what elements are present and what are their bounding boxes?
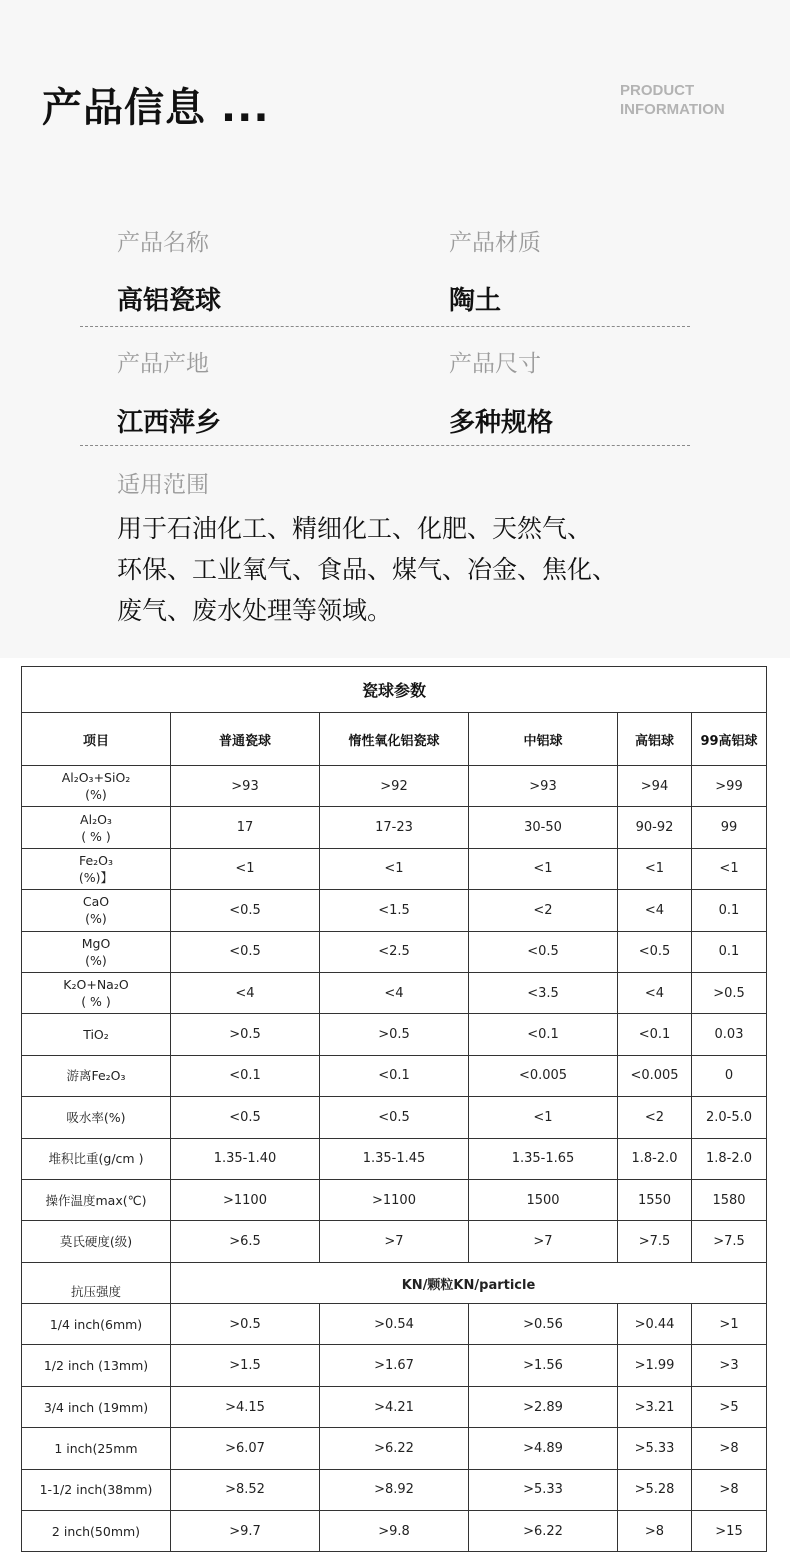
table-cell: <1 — [692, 848, 767, 889]
table-cell: 1.8-2.0 — [618, 1138, 692, 1179]
table-cell: <4 — [618, 972, 692, 1013]
product-name-value: 高铝瓷球 — [117, 286, 222, 316]
strength-header-row — [22, 1262, 767, 1303]
ceramic-ball-parameter-table — [21, 666, 767, 1552]
row-label-line: TiO₂ — [83, 1027, 109, 1043]
row-label-line: Al₂O₃ — [80, 811, 112, 827]
table-row — [22, 931, 767, 972]
row-label: 2 inch(50mm) — [22, 1511, 171, 1552]
column-header: 99高铝球 — [692, 713, 767, 766]
table-cell: >2.89 — [469, 1386, 618, 1427]
table-row — [22, 890, 767, 931]
table-cell: 1.35-1.40 — [171, 1138, 320, 1179]
row-label: 1-1/2 inch(38mm) — [22, 1469, 171, 1510]
usage-text — [117, 508, 677, 631]
table-cell: >3 — [692, 1345, 767, 1386]
row-label — [22, 1097, 171, 1138]
table-cell: 1580 — [692, 1179, 767, 1220]
table-row — [22, 1055, 767, 1096]
table-cell: >1.99 — [618, 1345, 692, 1386]
table-cell: <0.5 — [320, 1097, 469, 1138]
table-cell: <0.5 — [171, 1097, 320, 1138]
strength-row — [22, 1469, 767, 1510]
table-cell: >0.54 — [320, 1304, 469, 1345]
product-material-value: 陶土 — [449, 286, 502, 316]
table-cell: 1.35-1.45 — [320, 1138, 469, 1179]
table-caption: 瓷球参数 — [22, 667, 767, 713]
table-cell: >6.5 — [171, 1221, 320, 1262]
table-cell: <1 — [618, 848, 692, 889]
row-label — [22, 972, 171, 1013]
table-cell: >4.89 — [469, 1428, 618, 1469]
row-label-line: Al₂O₃+SiO₂ — [61, 770, 131, 786]
table-cell: >5.28 — [618, 1469, 692, 1510]
table-cell: 0 — [692, 1055, 767, 1096]
column-header: 项目 — [22, 713, 171, 766]
table-cell: <0.005 — [469, 1055, 618, 1096]
table-cell: <0.5 — [469, 931, 618, 972]
product-name-label: 产品名称 — [117, 230, 209, 256]
table-cell: >99 — [692, 766, 767, 807]
column-header: 普通瓷球 — [171, 713, 320, 766]
table-row — [22, 1014, 767, 1055]
row-label — [22, 766, 171, 807]
table-cell: >8 — [692, 1469, 767, 1510]
table-cell: >8.52 — [171, 1469, 320, 1510]
row-label — [22, 848, 171, 889]
table-row — [22, 1221, 767, 1262]
table-cell: <2.5 — [320, 931, 469, 972]
table-cell: <1 — [320, 848, 469, 889]
strength-unit: KN/颗粒KN/particle — [171, 1262, 767, 1303]
table-cell: >1 — [692, 1304, 767, 1345]
table-cell: 1.8-2.0 — [692, 1138, 767, 1179]
product-size-label: 产品尺寸 — [449, 351, 541, 377]
table-cell: <0.1 — [320, 1055, 469, 1096]
product-origin-value: 江西萍乡 — [117, 408, 222, 438]
row-label — [22, 1138, 171, 1179]
table-cell: <0.1 — [618, 1014, 692, 1055]
table-cell: <0.1 — [469, 1014, 618, 1055]
table-cell: >15 — [692, 1511, 767, 1552]
row-label-line: 游离Fe₂O₃ — [66, 1068, 126, 1084]
table-cell: <0.1 — [171, 1055, 320, 1096]
table-cell: >4.21 — [320, 1386, 469, 1427]
table-cell: <4 — [320, 972, 469, 1013]
table-row — [22, 766, 767, 807]
table-cell: <1 — [469, 848, 618, 889]
table-row — [22, 1097, 767, 1138]
table-cell: >0.5 — [171, 1014, 320, 1055]
divider — [80, 326, 690, 327]
table-cell: 0.03 — [692, 1014, 767, 1055]
table-cell: >0.5 — [320, 1014, 469, 1055]
table-cell: >1100 — [171, 1179, 320, 1220]
row-label-line: CaO — [82, 894, 110, 910]
table-cell: >0.56 — [469, 1304, 618, 1345]
row-label-line: K₂O+Na₂O — [63, 977, 129, 993]
table-cell: 30-50 — [469, 807, 618, 848]
table-cell: >7.5 — [618, 1221, 692, 1262]
table-cell: 1550 — [618, 1179, 692, 1220]
column-header: 高铝球 — [618, 713, 692, 766]
row-label — [22, 807, 171, 848]
table-cell: >8 — [618, 1511, 692, 1552]
table-row — [22, 807, 767, 848]
table-row — [22, 848, 767, 889]
page-title: 产品信息 ... — [42, 85, 270, 131]
table-cell: <1.5 — [320, 890, 469, 931]
table-cell: 99 — [692, 807, 767, 848]
table-cell: >6.07 — [171, 1428, 320, 1469]
table-cell: >9.7 — [171, 1511, 320, 1552]
table-cell: >5 — [692, 1386, 767, 1427]
english-title-line-1: PRODUCT — [620, 82, 695, 99]
usage-line: 废气、废水处理等领域。 — [117, 596, 393, 625]
table-cell: <1 — [469, 1097, 618, 1138]
table-cell: >8 — [692, 1428, 767, 1469]
row-label-line: (%) — [85, 952, 107, 968]
english-title-line-2: INFORMATION — [620, 101, 725, 118]
table-cell: >1.56 — [469, 1345, 618, 1386]
row-label — [22, 890, 171, 931]
english-title — [620, 81, 725, 119]
row-label: 3/4 inch (19mm) — [22, 1386, 171, 1427]
strength-row — [22, 1428, 767, 1469]
table-cell: <0.005 — [618, 1055, 692, 1096]
row-label-line: (%) — [85, 911, 107, 927]
table-cell: >1.67 — [320, 1345, 469, 1386]
table-cell: >93 — [469, 766, 618, 807]
row-label-line: ( % ) — [81, 994, 111, 1010]
table-header-row — [22, 713, 767, 766]
table-cell: <0.5 — [618, 931, 692, 972]
table-cell: >4.15 — [171, 1386, 320, 1427]
table-cell: <1 — [171, 848, 320, 889]
table-cell: 0.1 — [692, 890, 767, 931]
table-cell: <4 — [171, 972, 320, 1013]
table-caption-row — [22, 667, 767, 713]
table-cell: 17-23 — [320, 807, 469, 848]
table-cell: <2 — [469, 890, 618, 931]
strength-row — [22, 1345, 767, 1386]
table-cell: >6.22 — [320, 1428, 469, 1469]
table-cell: >0.5 — [171, 1304, 320, 1345]
usage-line: 用于石油化工、精细化工、化肥、天然气、 — [117, 514, 593, 543]
table-cell: 90-92 — [618, 807, 692, 848]
row-label — [22, 1221, 171, 1262]
strength-row — [22, 1511, 767, 1552]
table-cell: >6.22 — [469, 1511, 618, 1552]
table-row — [22, 1179, 767, 1220]
table-cell: >94 — [618, 766, 692, 807]
row-label — [22, 1014, 171, 1055]
row-label: 1/2 inch (13mm) — [22, 1345, 171, 1386]
table-cell: <0.5 — [171, 890, 320, 931]
strength-row — [22, 1386, 767, 1427]
row-label-line: (%) — [85, 787, 107, 803]
usage-line: 环保、工业氧气、食品、煤气、冶金、焦化、 — [117, 555, 618, 584]
strength-label: 抗压强度 — [22, 1262, 171, 1303]
table-cell: 17 — [171, 807, 320, 848]
column-header: 中铝球 — [469, 713, 618, 766]
row-label: 1/4 inch(6mm) — [22, 1304, 171, 1345]
table-cell: >5.33 — [469, 1469, 618, 1510]
table-cell: 0.1 — [692, 931, 767, 972]
table-cell: >92 — [320, 766, 469, 807]
product-info-section — [0, 0, 790, 658]
product-size-value: 多种规格 — [449, 408, 554, 438]
row-label — [22, 1055, 171, 1096]
strength-row — [22, 1304, 767, 1345]
row-label — [22, 931, 171, 972]
table-cell: >7.5 — [692, 1221, 767, 1262]
divider — [80, 445, 690, 446]
table-cell: <3.5 — [469, 972, 618, 1013]
row-label-line: 堆积比重(g/cm ) — [48, 1151, 144, 1167]
product-origin-label: 产品产地 — [117, 351, 209, 377]
row-label — [22, 1179, 171, 1220]
usage-label: 适用范围 — [117, 472, 209, 498]
table-cell: 1.35-1.65 — [469, 1138, 618, 1179]
row-label-line: 吸水率(%) — [66, 1109, 126, 1125]
table-cell: >93 — [171, 766, 320, 807]
table-cell: <4 — [618, 890, 692, 931]
table-cell: >0.44 — [618, 1304, 692, 1345]
table-cell: >8.92 — [320, 1469, 469, 1510]
row-label-line: MgO — [81, 935, 111, 951]
row-label: 1 inch(25mm — [22, 1428, 171, 1469]
table-cell: <2 — [618, 1097, 692, 1138]
table-cell: >1100 — [320, 1179, 469, 1220]
row-label-line: 操作温度max(℃) — [45, 1192, 147, 1208]
table-cell: 2.0-5.0 — [692, 1097, 767, 1138]
table-cell: <0.5 — [171, 931, 320, 972]
table-cell: >7 — [320, 1221, 469, 1262]
table-cell: >3.21 — [618, 1386, 692, 1427]
row-label-line: ( % ) — [81, 828, 111, 844]
row-label-line: Fe₂O₃ — [78, 852, 114, 868]
table-cell: >9.8 — [320, 1511, 469, 1552]
column-header: 惰性氧化铝瓷球 — [320, 713, 469, 766]
table-row — [22, 1138, 767, 1179]
table-cell: >7 — [469, 1221, 618, 1262]
table-cell: >0.5 — [692, 972, 767, 1013]
table-row — [22, 972, 767, 1013]
table-cell: 1500 — [469, 1179, 618, 1220]
row-label-line: (%)】 — [78, 869, 114, 885]
product-material-label: 产品材质 — [449, 230, 541, 256]
row-label-line: 莫氏硬度(级) — [59, 1233, 133, 1249]
table-cell: >5.33 — [618, 1428, 692, 1469]
table-cell: >1.5 — [171, 1345, 320, 1386]
